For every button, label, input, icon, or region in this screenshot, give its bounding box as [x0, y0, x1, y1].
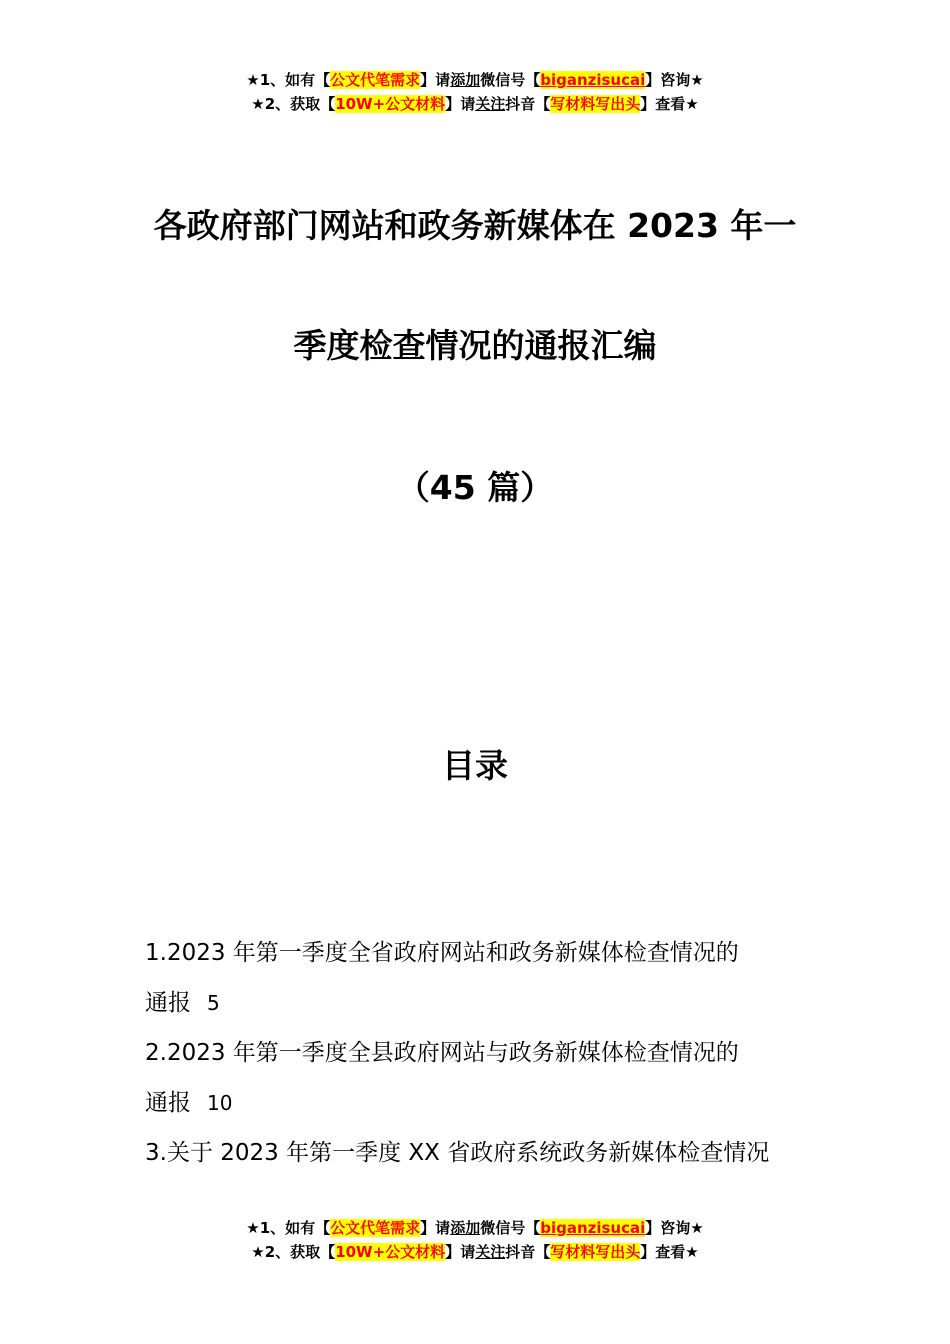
banner-highlight: 公文代笔需求 — [330, 71, 421, 89]
header-banner — [0, 68, 950, 116]
toc-list — [145, 928, 815, 1178]
banner-underlined: 添加 — [450, 1219, 481, 1237]
banner-text: 抖音【 — [505, 95, 551, 113]
banner-douyin-id: 写材料写出头 — [550, 1243, 641, 1261]
banner-underlined: 添加 — [450, 71, 481, 89]
banner-text: 微信号【 — [480, 1219, 541, 1237]
banner-text: 抖音【 — [505, 1243, 551, 1261]
toc-entry-title-tail: 通报 — [145, 1090, 191, 1116]
document-title-line-1: 各政府部门网站和政务新媒体在 2023 年一 — [153, 206, 797, 245]
banner-highlight: 10W+公文材料 — [335, 95, 446, 113]
banner-douyin-id: 写材料写出头 — [550, 95, 641, 113]
toc-entry[interactable] — [145, 1028, 815, 1128]
toc-page-number: 5 — [207, 991, 220, 1015]
banner-text: 】请 — [445, 95, 476, 113]
banner-highlight: 公文代笔需求 — [330, 1219, 421, 1237]
banner-wechat-id: biganzisucai — [540, 71, 646, 89]
banner-text: ★2、获取【 — [251, 95, 336, 113]
banner-line-1 — [0, 68, 950, 92]
toc-entry-title: 2.2023 年第一季度全县政府网站与政务新媒体检查情况的 — [145, 1040, 739, 1066]
banner-text: 】请 — [420, 71, 451, 89]
banner-underlined: 关注 — [475, 95, 506, 113]
toc-entry-title-continued — [145, 978, 815, 1028]
footer-banner — [0, 1216, 950, 1264]
banner-text: 】咨询★ — [645, 71, 704, 89]
banner-text: 】请 — [445, 1243, 476, 1261]
banner-text: ★1、如有【 — [246, 71, 331, 89]
banner-highlight: 10W+公文材料 — [335, 1243, 446, 1261]
toc-entry-title: 3.关于 2023 年第一季度 XX 省政府系统政务新媒体检查情况 — [145, 1140, 770, 1166]
toc-page-number: 10 — [207, 1091, 233, 1115]
toc-entry-title: 1.2023 年第一季度全省政府网站和政务新媒体检查情况的 — [145, 940, 739, 966]
banner-underlined: 关注 — [475, 1243, 506, 1261]
banner-line-1 — [0, 1216, 950, 1240]
banner-text: ★1、如有【 — [246, 1219, 331, 1237]
document-count: （45 篇） — [396, 468, 554, 507]
banner-wechat-id: biganzisucai — [540, 1219, 646, 1237]
banner-text: 】查看★ — [640, 1243, 699, 1261]
toc-entry[interactable] — [145, 928, 815, 1028]
banner-text: 微信号【 — [480, 71, 541, 89]
banner-text: 】请 — [420, 1219, 451, 1237]
toc-entry-title-continued — [145, 1078, 815, 1128]
toc-entry-title-tail: 通报 — [145, 990, 191, 1016]
toc-heading: 目录 — [442, 746, 508, 785]
document-title-line-2: 季度检查情况的通报汇编 — [293, 326, 657, 365]
toc-entry[interactable] — [145, 1128, 815, 1178]
banner-text: ★2、获取【 — [251, 1243, 336, 1261]
banner-text: 】查看★ — [640, 95, 699, 113]
banner-line-2 — [0, 92, 950, 116]
banner-text: 】咨询★ — [645, 1219, 704, 1237]
banner-line-2 — [0, 1240, 950, 1264]
